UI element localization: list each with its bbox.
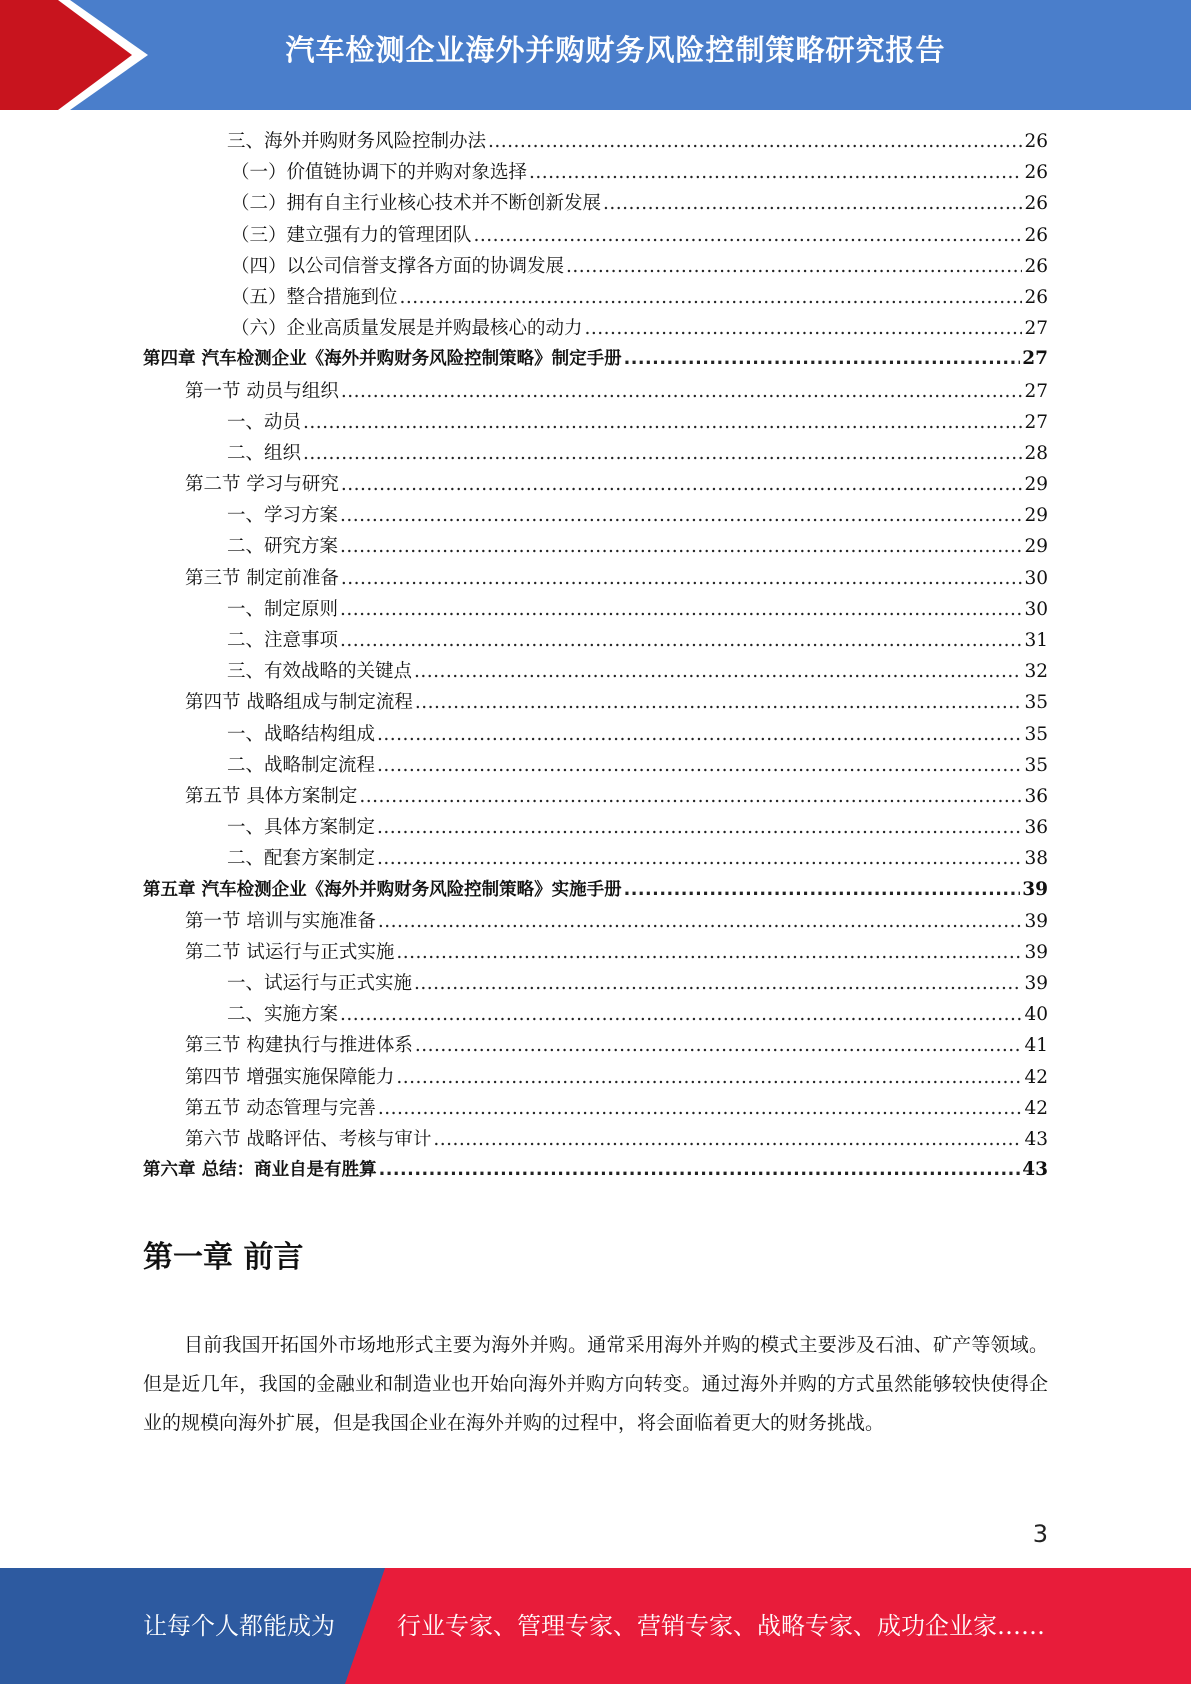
toc-section-entry	[143, 564, 1048, 595]
toc-entry-page: 39	[1022, 878, 1048, 900]
toc-subsection-entry	[143, 314, 1048, 345]
footer-slogan-right: 行业专家、管理专家、营销专家、战略专家、成功企业家……	[397, 1612, 1045, 1640]
toc-subsection-entry	[143, 1000, 1048, 1031]
toc-subsection-entry	[143, 252, 1048, 283]
toc-entry-title: （四）以公司信誉支撑各方面的协调发展	[231, 255, 565, 277]
toc-entry-title: 一、战略结构组成	[227, 723, 376, 745]
toc-subsection-entry	[143, 532, 1048, 563]
toc-section-entry	[143, 377, 1048, 408]
toc-section-entry	[143, 782, 1048, 813]
toc-leader-dots	[474, 225, 1023, 246]
toc-leader-dots	[414, 661, 1022, 682]
toc-leader-dots	[340, 505, 1022, 526]
toc-entry-title: 二、配套方案制定	[227, 848, 376, 870]
chapter-heading: 第一章 前言	[143, 1240, 304, 1275]
toc-leader-dots	[379, 1160, 1021, 1180]
toc-entry-page: 27	[1024, 318, 1048, 340]
toc-chapter-entry	[143, 1156, 1048, 1187]
toc-subsection-entry	[143, 158, 1048, 189]
toc-leader-dots	[624, 880, 1021, 900]
toc-entry-page: 41	[1024, 1035, 1048, 1057]
toc-entry-title: 一、动员	[227, 411, 302, 433]
toc-subsection-entry	[143, 501, 1048, 532]
toc-entry-page: 28	[1024, 442, 1048, 464]
toc-leader-dots	[433, 1129, 1022, 1150]
toc-entry-page: 36	[1024, 817, 1048, 839]
toc-entry-title: 第一节 动员与组织	[185, 380, 339, 402]
toc-subsection-entry	[143, 844, 1048, 875]
footer-banner	[0, 1568, 1191, 1684]
toc-leader-dots	[624, 349, 1021, 369]
toc-entry-page: 29	[1024, 474, 1048, 496]
toc-entry-page: 26	[1024, 255, 1048, 277]
toc-entry-title: 第六章 总结：商业自是有胜算	[143, 1160, 377, 1181]
toc-chapter-entry	[143, 345, 1048, 376]
toc-entry-page: 26	[1024, 162, 1048, 184]
toc-leader-dots	[603, 193, 1022, 214]
toc-entry-page: 26	[1024, 131, 1048, 152]
toc-leader-dots	[340, 599, 1022, 620]
toc-subsection-entry	[143, 595, 1048, 626]
header-banner	[0, 0, 1191, 110]
toc-leader-dots	[303, 412, 1022, 433]
toc-leader-dots	[396, 1067, 1022, 1088]
toc-entry-page: 42	[1024, 1066, 1048, 1088]
toc-subsection-entry	[143, 283, 1048, 314]
toc-entry-title: 第四章 汽车检测企业《海外并购财务风险控制策略》制定手册	[143, 349, 622, 370]
toc-leader-dots	[396, 942, 1022, 963]
toc-entry-title: 第五节 具体方案制定	[185, 785, 358, 807]
toc-entry-page: 29	[1024, 505, 1048, 527]
toc-entry-page: 36	[1024, 785, 1048, 807]
page-number: 3	[1032, 1520, 1048, 1548]
toc-entry-title: 第二节 学习与研究	[185, 474, 339, 496]
toc-leader-dots	[378, 1098, 1023, 1119]
toc-section-entry	[143, 907, 1048, 938]
toc-entry-page: 42	[1024, 1097, 1048, 1119]
toc-entry-title: 三、海外并购财务风险控制办法	[227, 131, 487, 152]
toc-entry-title: （五）整合措施到位	[231, 286, 398, 308]
toc-entry-title: 第二节 试运行与正式实施	[185, 941, 395, 963]
footer-slogan-left: 让每个人都能成为	[143, 1612, 335, 1640]
toc-leader-dots	[415, 692, 1023, 713]
toc-entry-page: 32	[1024, 661, 1048, 683]
toc-entry-page: 39	[1024, 973, 1048, 995]
toc-entry-title: 第五章 汽车检测企业《海外并购财务风险控制策略》实施手册	[143, 879, 622, 900]
toc-entry-page: 35	[1024, 754, 1048, 776]
toc-entry-page: 35	[1024, 723, 1048, 745]
toc-entry-page: 39	[1024, 910, 1048, 932]
toc-subsection-entry	[143, 189, 1048, 220]
toc-entry-title: 第六节 战略评估、考核与审计	[185, 1129, 432, 1150]
toc-subsection-entry	[143, 813, 1048, 844]
report-title: 汽车检测企业海外并购财务风险控制策略研究报告	[285, 33, 946, 67]
toc-entry-page: 35	[1024, 692, 1048, 714]
toc-subsection-entry	[143, 969, 1048, 1000]
toc-entry-title: 三、有效战略的关键点	[227, 661, 413, 683]
toc-subsection-entry	[143, 439, 1048, 470]
toc-leader-dots	[340, 1004, 1022, 1025]
toc-leader-dots	[377, 817, 1022, 838]
toc-subsection-entry	[143, 221, 1048, 252]
toc-leader-dots	[378, 911, 1023, 932]
toc-subsection-entry	[143, 626, 1048, 657]
toc-leader-dots	[340, 630, 1022, 651]
body-paragraph: 目前我国开拓国外市场地形式主要为海外并购。通常采用海外并购的模式主要涉及石油、矿产等领域。但是近几年，我国的金融业和制造业也开始向海外并购方向转变。通过海外并购的方式虽然能够较快使得企业的规模向海外扩展，但是我国企业在海外并购的过程中，将会面临着更大的财务挑战。	[143, 1334, 1048, 1434]
toc-section-entry	[143, 1063, 1048, 1094]
toc-entry-title: 一、学习方案	[227, 505, 339, 527]
toc-entry-title: 二、组织	[227, 442, 302, 464]
toc-leader-dots	[359, 786, 1022, 807]
toc-leader-dots	[400, 287, 1023, 308]
toc-subsection-entry	[143, 408, 1048, 439]
toc-entry-title: 第四节 增强实施保障能力	[185, 1066, 395, 1088]
toc-entry-title: （三）建立强有力的管理团队	[231, 224, 472, 246]
table-of-contents	[143, 127, 1048, 1187]
toc-entry-page: 38	[1024, 848, 1048, 870]
toc-leader-dots	[566, 256, 1022, 277]
toc-entry-page: 27	[1024, 411, 1048, 433]
toc-leader-dots	[377, 848, 1022, 869]
toc-entry-title: 二、实施方案	[227, 1004, 339, 1026]
toc-entry-page: 26	[1024, 193, 1048, 215]
toc-section-entry	[143, 1031, 1048, 1062]
toc-entry-title: 二、研究方案	[227, 536, 339, 558]
toc-entry-title: 第三节 构建执行与推进体系	[185, 1035, 413, 1057]
toc-entry-title: 第一节 培训与实施准备	[185, 910, 376, 932]
toc-subsection-entry	[143, 657, 1048, 688]
toc-entry-title: 一、具体方案制定	[227, 817, 376, 839]
toc-entry-title: 一、制定原则	[227, 598, 339, 620]
toc-subsection-entry	[143, 720, 1048, 751]
toc-entry-title: 第三节 制定前准备	[185, 567, 339, 589]
toc-leader-dots	[377, 724, 1022, 745]
toc-chapter-entry	[143, 876, 1048, 907]
toc-leader-dots	[377, 755, 1022, 776]
toc-entry-page: 40	[1024, 1004, 1048, 1026]
toc-leader-dots	[340, 536, 1022, 557]
toc-leader-dots	[414, 973, 1022, 994]
toc-entry-title: 第五节 动态管理与完善	[185, 1097, 376, 1119]
toc-entry-title: 二、战略制定流程	[227, 754, 376, 776]
toc-section-entry	[143, 938, 1048, 969]
toc-subsection-entry	[143, 127, 1048, 158]
toc-section-entry	[143, 470, 1048, 501]
toc-leader-dots	[341, 474, 1023, 495]
toc-entry-page: 30	[1024, 567, 1048, 589]
toc-leader-dots	[585, 318, 1023, 339]
toc-leader-dots	[415, 1035, 1023, 1056]
toc-entry-page: 29	[1024, 536, 1048, 558]
toc-entry-page: 26	[1024, 224, 1048, 246]
toc-entry-page: 30	[1024, 598, 1048, 620]
toc-entry-title: （二）拥有自主行业核心技术并不断创新发展	[231, 193, 602, 215]
toc-entry-page: 26	[1024, 286, 1048, 308]
toc-entry-page: 27	[1022, 348, 1048, 370]
toc-leader-dots	[303, 443, 1022, 464]
toc-entry-page: 43	[1024, 1129, 1048, 1150]
toc-entry-page: 31	[1024, 630, 1048, 651]
toc-leader-dots	[341, 568, 1023, 589]
toc-entry-title: 二、注意事项	[227, 630, 339, 651]
toc-section-entry	[143, 1125, 1048, 1156]
toc-leader-dots	[529, 162, 1022, 183]
toc-leader-dots	[488, 131, 1022, 152]
toc-entry-title: （一）价值链协调下的并购对象选择	[231, 162, 528, 184]
toc-entry-page: 27	[1024, 380, 1048, 402]
toc-section-entry	[143, 1094, 1048, 1125]
toc-leader-dots	[341, 381, 1023, 402]
toc-entry-title: 第四节 战略组成与制定流程	[185, 692, 413, 714]
toc-entry-title: （六）企业高质量发展是并购最核心的动力	[231, 318, 583, 340]
toc-section-entry	[143, 688, 1048, 719]
toc-entry-title: 一、试运行与正式实施	[227, 973, 413, 995]
toc-entry-page: 43	[1022, 1159, 1048, 1181]
toc-entry-page: 39	[1024, 941, 1048, 963]
toc-subsection-entry	[143, 751, 1048, 782]
